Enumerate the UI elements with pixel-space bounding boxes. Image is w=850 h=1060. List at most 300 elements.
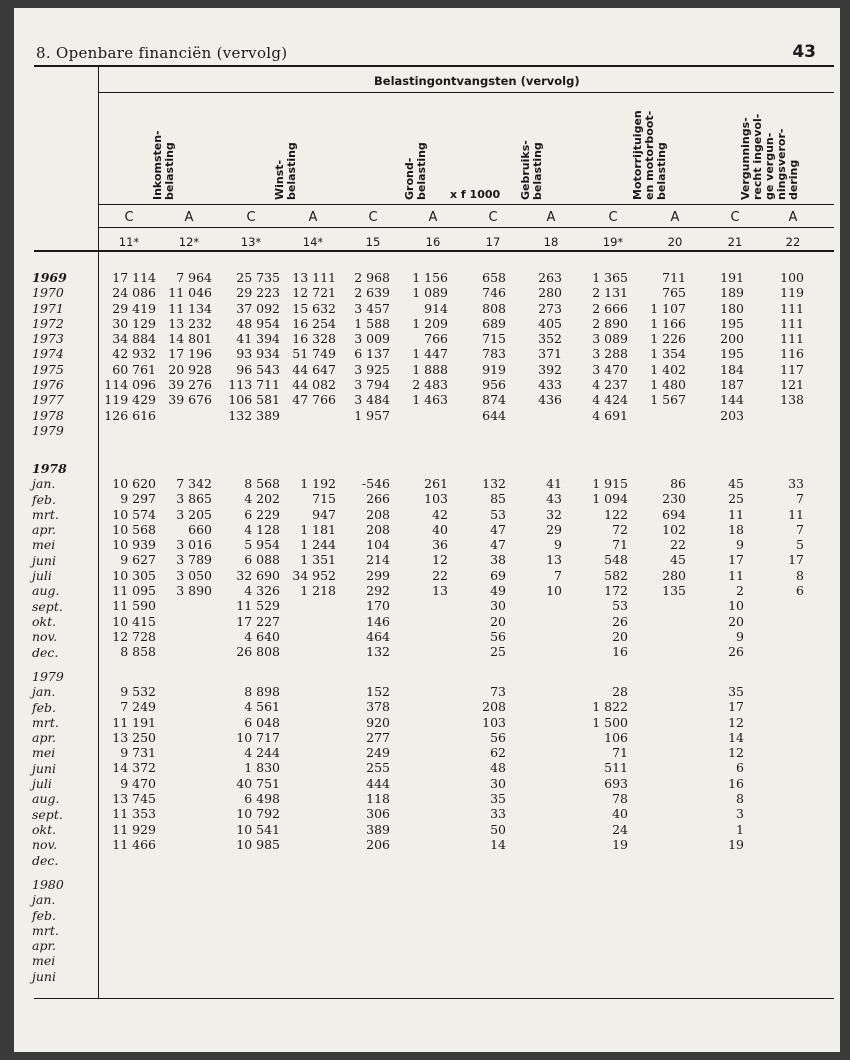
table-cell: 122 — [604, 506, 628, 522]
table-cell — [734, 776, 804, 791]
table-cell: 1 209 — [412, 315, 448, 331]
table-cell: 53 — [612, 598, 628, 614]
table-cell: 10 305 — [112, 567, 156, 583]
table-cell — [734, 715, 804, 730]
table-cell: 39 276 — [168, 377, 212, 393]
row-label: juni — [32, 968, 56, 984]
row-label: jan. — [32, 476, 56, 492]
table-cell: 33 — [490, 806, 506, 822]
table-cell: 6 498 — [244, 791, 280, 807]
table-cell: 2 483 — [412, 377, 448, 393]
table-cell: 7 — [796, 521, 804, 537]
table-cell: 152 — [366, 684, 390, 699]
table-cell: 30 129 — [112, 315, 156, 331]
row-label: nov. — [32, 629, 58, 645]
row-label: 1978 — [32, 407, 64, 423]
table-cell: 44 082 — [292, 377, 336, 393]
table-cell: 3 865 — [176, 491, 212, 507]
table-cell: 42 — [432, 506, 448, 522]
code-c-11: C — [124, 210, 134, 225]
table-cell — [142, 791, 212, 806]
table-cell: 30 — [490, 775, 506, 791]
table-cell: 10 574 — [112, 506, 156, 522]
colnum-15: 15 — [365, 235, 381, 249]
header-vergunningsrecht: Vergunnings- recht ingevol- ge vergun- ningsveror- dering — [739, 113, 800, 200]
table-cell: 206 — [366, 836, 390, 852]
table-cell: 28 — [612, 684, 628, 699]
table-cell — [142, 614, 212, 629]
table-cell: 20 — [728, 613, 744, 629]
table-cell: 116 — [780, 346, 804, 362]
table-cell: 12 — [432, 552, 448, 568]
code-c-13: C — [246, 210, 256, 225]
table-cell: 10 — [546, 583, 562, 599]
colnum-14: 14* — [302, 235, 324, 249]
table-cell: 352 — [538, 331, 562, 347]
table-cell: 1 354 — [650, 346, 686, 362]
table-cell — [734, 408, 804, 423]
table-cell: 1 192 — [300, 476, 336, 491]
table-cell — [734, 806, 804, 821]
table-cell: 277 — [366, 729, 390, 745]
table-cell: 783 — [482, 346, 506, 362]
table-cell: 464 — [366, 628, 390, 644]
table-cell: 11 — [788, 506, 804, 522]
code-c-21: C — [730, 210, 740, 225]
table-cell: 3 789 — [176, 552, 212, 568]
table-cell: 41 394 — [236, 331, 280, 347]
table-cell: 919 — [482, 361, 506, 377]
table-cell: 208 — [366, 506, 390, 522]
code-a-14: A — [308, 210, 318, 225]
table-cell: 72 — [612, 521, 628, 537]
table-cell: 32 690 — [236, 567, 280, 583]
table-cell: 1 365 — [592, 270, 628, 285]
table-cell: 12 728 — [112, 628, 156, 644]
table-cell: 1 957 — [354, 407, 390, 423]
header-inkomstenbelasting: Inkomsten- belasting — [151, 130, 176, 200]
colnum-22: 22 — [785, 235, 801, 249]
row-label: feb. — [32, 907, 56, 923]
bottom-rule — [34, 998, 834, 999]
row-label: dec. — [32, 852, 59, 868]
table-cell: 3 925 — [354, 361, 390, 377]
table-cell: 29 223 — [236, 285, 280, 301]
table-cell: 132 — [482, 476, 506, 491]
row-label: okt. — [32, 821, 57, 837]
table-cell: 11 — [728, 506, 744, 522]
table-cell: 12 — [728, 714, 744, 730]
table-cell: 20 928 — [168, 361, 212, 377]
table-cell — [492, 806, 562, 821]
table-cell: 16 328 — [292, 331, 336, 347]
code-c-17: C — [488, 210, 498, 225]
table-cell: 1 463 — [412, 392, 448, 408]
table-cell: 255 — [366, 760, 390, 776]
table-cell: 10 792 — [236, 806, 280, 822]
table-cell: 40 — [432, 521, 448, 537]
row-label: 1977 — [32, 392, 64, 408]
colnum-12: 12* — [178, 235, 200, 249]
table-cell: 1 107 — [650, 300, 686, 316]
table-cell: 4 424 — [592, 392, 628, 408]
table-cell: 117 — [780, 361, 804, 377]
row-label: 1969 — [32, 270, 67, 285]
table-cell: 15 632 — [292, 300, 336, 316]
table-cell: 7 — [796, 491, 804, 507]
table-cell: 16 254 — [292, 315, 336, 331]
colnum-13: 13* — [240, 235, 262, 249]
table-cell: 71 — [612, 537, 628, 553]
table-cell: 1 244 — [300, 537, 336, 553]
table-cell: 956 — [482, 377, 506, 393]
table-cell: 113 711 — [228, 377, 280, 393]
row-label: okt. — [32, 613, 57, 629]
group-rule — [98, 92, 834, 93]
table-cell — [734, 837, 804, 852]
table-cell — [492, 760, 562, 775]
stub-1980 — [32, 877, 64, 984]
table-cell: 249 — [366, 745, 390, 761]
table-cell: 10 985 — [236, 836, 280, 852]
table-cell — [492, 837, 562, 852]
table-cell: 11 191 — [112, 714, 156, 730]
table-cell: 111 — [780, 300, 804, 316]
table-cell — [142, 629, 212, 644]
table-cell: 17 196 — [168, 346, 212, 362]
table-cell: 38 — [490, 552, 506, 568]
table-cell: 3 089 — [592, 331, 628, 347]
table-cell: 6 137 — [354, 346, 390, 362]
table-cell: 3 794 — [354, 377, 390, 393]
table-cell: 56 — [490, 729, 506, 745]
table-cell: 48 — [490, 760, 506, 776]
table-cell: 32 — [546, 506, 562, 522]
table-cell: 17 114 — [112, 270, 156, 285]
table-cell — [734, 629, 804, 644]
table-cell — [142, 806, 212, 821]
table-cell — [734, 822, 804, 837]
table-cell: 53 — [490, 506, 506, 522]
colnum-18: 18 — [543, 235, 559, 249]
table-cell: 56 — [490, 628, 506, 644]
table-cell: 25 — [490, 644, 506, 660]
table-cell: 9 627 — [120, 552, 156, 568]
table-cell: 14 801 — [168, 331, 212, 347]
colnum-19: 19* — [602, 235, 624, 249]
table-cell: 45 — [728, 476, 744, 491]
table-cell: 93 934 — [236, 346, 280, 362]
table-cell — [734, 614, 804, 629]
table-cell: 10 939 — [112, 537, 156, 553]
table-cell: 511 — [604, 760, 628, 776]
table-cell: 7 — [554, 567, 562, 583]
value-column — [492, 684, 562, 852]
table-cell — [734, 699, 804, 714]
table-cell: 405 — [538, 315, 562, 331]
table-cell: 34 884 — [112, 331, 156, 347]
table-cell: 9 532 — [120, 684, 156, 699]
row-label: mei — [32, 953, 56, 969]
table-cell: 4 128 — [244, 521, 280, 537]
table-cell: 715 — [482, 331, 506, 347]
table-cell: 106 581 — [228, 392, 280, 408]
table-cell: 378 — [366, 699, 390, 715]
table-cell — [142, 776, 212, 791]
table-cell: 14 — [728, 729, 744, 745]
colnum-21: 21 — [727, 235, 743, 249]
row-label: 1973 — [32, 331, 64, 347]
table-cell: 49 — [490, 583, 506, 599]
table-cell: 121 — [780, 377, 804, 393]
table-cell: 138 — [780, 392, 804, 408]
table-cell: 389 — [366, 821, 390, 837]
table-cell — [142, 822, 212, 837]
table-cell: 11 046 — [168, 285, 212, 301]
table-cell: 42 932 — [112, 346, 156, 362]
code-c-15: C — [368, 210, 378, 225]
table-cell: 1 915 — [592, 476, 628, 491]
table-cell: 119 — [780, 285, 804, 301]
table-cell: 6 048 — [244, 714, 280, 730]
table-cell: 36 — [432, 537, 448, 553]
row-label: aug. — [32, 583, 60, 599]
table-cell — [734, 423, 804, 438]
table-cell — [142, 745, 212, 760]
table-cell: 874 — [482, 392, 506, 408]
table-cell — [734, 730, 804, 745]
value-column — [492, 476, 562, 660]
table-cell: 3 470 — [592, 361, 628, 377]
table-cell: 19 — [612, 836, 628, 852]
table-cell: 62 — [490, 745, 506, 761]
table-cell: 25 735 — [236, 270, 280, 285]
table-cell: 947 — [312, 506, 336, 522]
table-cell: 689 — [482, 315, 506, 331]
table-cell — [142, 408, 212, 423]
row-label: 1976 — [32, 377, 64, 393]
table-cell: 16 — [612, 644, 628, 660]
value-column — [734, 684, 804, 852]
table-cell: 660 — [188, 521, 212, 537]
table-cell: 3 457 — [354, 300, 390, 316]
table-cell: 50 — [490, 821, 506, 837]
table-cell: 85 — [490, 491, 506, 507]
table-cell: 71 — [612, 745, 628, 761]
table-cell: 6 088 — [244, 552, 280, 568]
code-rule — [98, 227, 834, 228]
table-cell: 1 089 — [412, 285, 448, 301]
table-cell — [492, 614, 562, 629]
table-cell: 78 — [612, 791, 628, 807]
table-cell: 4 326 — [244, 583, 280, 599]
value-column — [142, 684, 212, 852]
table-cell: 920 — [366, 714, 390, 730]
row-label: mrt. — [32, 506, 59, 522]
table-cell: 195 — [720, 346, 744, 362]
table-cell: 1 402 — [650, 361, 686, 377]
table-cell: 582 — [604, 567, 628, 583]
table-cell: 3 050 — [176, 567, 212, 583]
table-cell: 106 — [604, 729, 628, 745]
colnum-20: 20 — [667, 235, 683, 249]
table-cell: 263 — [538, 270, 562, 285]
table-cell: 8 898 — [244, 684, 280, 699]
table-cell: 132 — [366, 644, 390, 660]
table-cell: 808 — [482, 300, 506, 316]
table-cell: 100 — [780, 270, 804, 285]
table-cell: 746 — [482, 285, 506, 301]
table-cell: 548 — [604, 552, 628, 568]
header-bottom-rule — [34, 250, 834, 252]
value-column — [734, 270, 804, 438]
row-label: nov. — [32, 837, 58, 853]
table-cell: 51 749 — [292, 346, 336, 362]
colnum-17: 17 — [485, 235, 501, 249]
row-label: aug. — [32, 791, 60, 807]
table-cell: 9 — [554, 537, 562, 553]
table-cell: 1 094 — [592, 491, 628, 507]
table-cell: 20 — [490, 613, 506, 629]
table-cell: 24 — [612, 821, 628, 837]
table-cell: 4 202 — [244, 491, 280, 507]
table-cell: 19 — [728, 836, 744, 852]
table-cell — [492, 776, 562, 791]
table-cell: 14 372 — [112, 760, 156, 776]
table-cell: 11 — [728, 567, 744, 583]
table-cell: 8 568 — [244, 476, 280, 491]
table-cell: 2 968 — [354, 270, 390, 285]
table-cell: 9 297 — [120, 491, 156, 507]
row-label: mei — [32, 745, 56, 761]
table-cell: 2 639 — [354, 285, 390, 301]
table-cell: 444 — [366, 775, 390, 791]
row-label: apr. — [32, 938, 57, 954]
table-cell: 47 — [490, 521, 506, 537]
colnum-11: 11* — [118, 235, 140, 249]
table-cell — [734, 745, 804, 760]
table-cell: 16 — [728, 775, 744, 791]
table-cell: 3 — [736, 806, 744, 822]
table-cell — [142, 699, 212, 714]
table-cell: 69 — [490, 567, 506, 583]
table-cell: 1 — [736, 821, 744, 837]
row-label: mrt. — [32, 922, 59, 938]
table-cell: 2 666 — [592, 300, 628, 316]
row-label: 1971 — [32, 300, 64, 316]
table-cell: 299 — [366, 567, 390, 583]
table-cell: 1 830 — [244, 760, 280, 776]
table-cell: 170 — [366, 598, 390, 614]
table-cell: 4 691 — [592, 407, 628, 423]
table-cell: 2 — [736, 583, 744, 599]
table-cell: 3 890 — [176, 583, 212, 599]
table-cell: 86 — [670, 476, 686, 491]
table-cell: 10 620 — [112, 476, 156, 491]
table-cell: 1 166 — [650, 315, 686, 331]
table-cell — [142, 730, 212, 745]
row-label: 1974 — [32, 346, 64, 362]
table-cell: 208 — [482, 699, 506, 715]
table-cell — [492, 822, 562, 837]
table-cell: 5 — [796, 537, 804, 553]
table-cell: 33 — [788, 476, 804, 491]
table-cell: 765 — [662, 285, 686, 301]
table-cell — [492, 629, 562, 644]
code-a-16: A — [428, 210, 438, 225]
table-cell: 13 250 — [112, 729, 156, 745]
table-cell: 11 529 — [236, 598, 280, 614]
table-cell: 11 466 — [112, 836, 156, 852]
table-cell: 48 954 — [236, 315, 280, 331]
table-cell: 24 086 — [112, 285, 156, 301]
table-cell — [492, 684, 562, 699]
table-cell: 9 470 — [120, 775, 156, 791]
row-label: 1978 — [32, 461, 67, 476]
unit-rule — [98, 204, 834, 205]
table-cell: 3 016 — [176, 537, 212, 553]
table-cell: 132 389 — [228, 407, 280, 423]
header-winstbelasting: Winst- belasting — [273, 142, 298, 200]
table-cell — [734, 760, 804, 775]
table-cell: 306 — [366, 806, 390, 822]
table-cell: 111 — [780, 315, 804, 331]
table-cell: 13 111 — [292, 270, 336, 285]
row-label: juni — [32, 552, 56, 568]
table-cell: 9 731 — [120, 745, 156, 761]
table-cell: 10 415 — [112, 613, 156, 629]
row-label: dec. — [32, 644, 59, 660]
table-cell: 20 — [612, 628, 628, 644]
table-cell: 17 227 — [236, 613, 280, 629]
table-cell: 4 237 — [592, 377, 628, 393]
table-cell: 3 288 — [592, 346, 628, 362]
table-cell: 1 480 — [650, 377, 686, 393]
row-label: sept. — [32, 598, 63, 614]
table-cell — [142, 684, 212, 699]
table-cell: 180 — [720, 300, 744, 316]
stub-years — [32, 270, 67, 438]
row-label: 1972 — [32, 315, 64, 331]
table-cell: 47 — [490, 537, 506, 553]
table-cell: 8 — [796, 567, 804, 583]
table-cell — [492, 715, 562, 730]
table-cell: 34 952 — [292, 567, 336, 583]
table-cell — [142, 760, 212, 775]
table-cell: 4 244 — [244, 745, 280, 761]
table-cell: 189 — [720, 285, 744, 301]
table-cell: 208 — [366, 521, 390, 537]
table-cell: 766 — [424, 331, 448, 347]
row-label: 1975 — [32, 361, 64, 377]
table-cell: 3 205 — [176, 506, 212, 522]
row-label: mei — [32, 537, 56, 553]
table-cell: 1 226 — [650, 331, 686, 347]
table-cell: 30 — [490, 598, 506, 614]
row-label: 1980 — [32, 877, 64, 892]
table-cell: 7 964 — [176, 270, 212, 285]
table-cell: 11 590 — [112, 598, 156, 614]
row-label: 1970 — [32, 285, 64, 301]
row-label: apr. — [32, 730, 57, 746]
table-cell: 13 — [432, 583, 448, 599]
table-cell: 280 — [538, 285, 562, 301]
table-cell — [142, 423, 212, 438]
table-cell: 17 — [728, 552, 744, 568]
table-cell: 273 — [538, 300, 562, 316]
table-cell: 200 — [720, 331, 744, 347]
table-cell: 13 — [546, 552, 562, 568]
